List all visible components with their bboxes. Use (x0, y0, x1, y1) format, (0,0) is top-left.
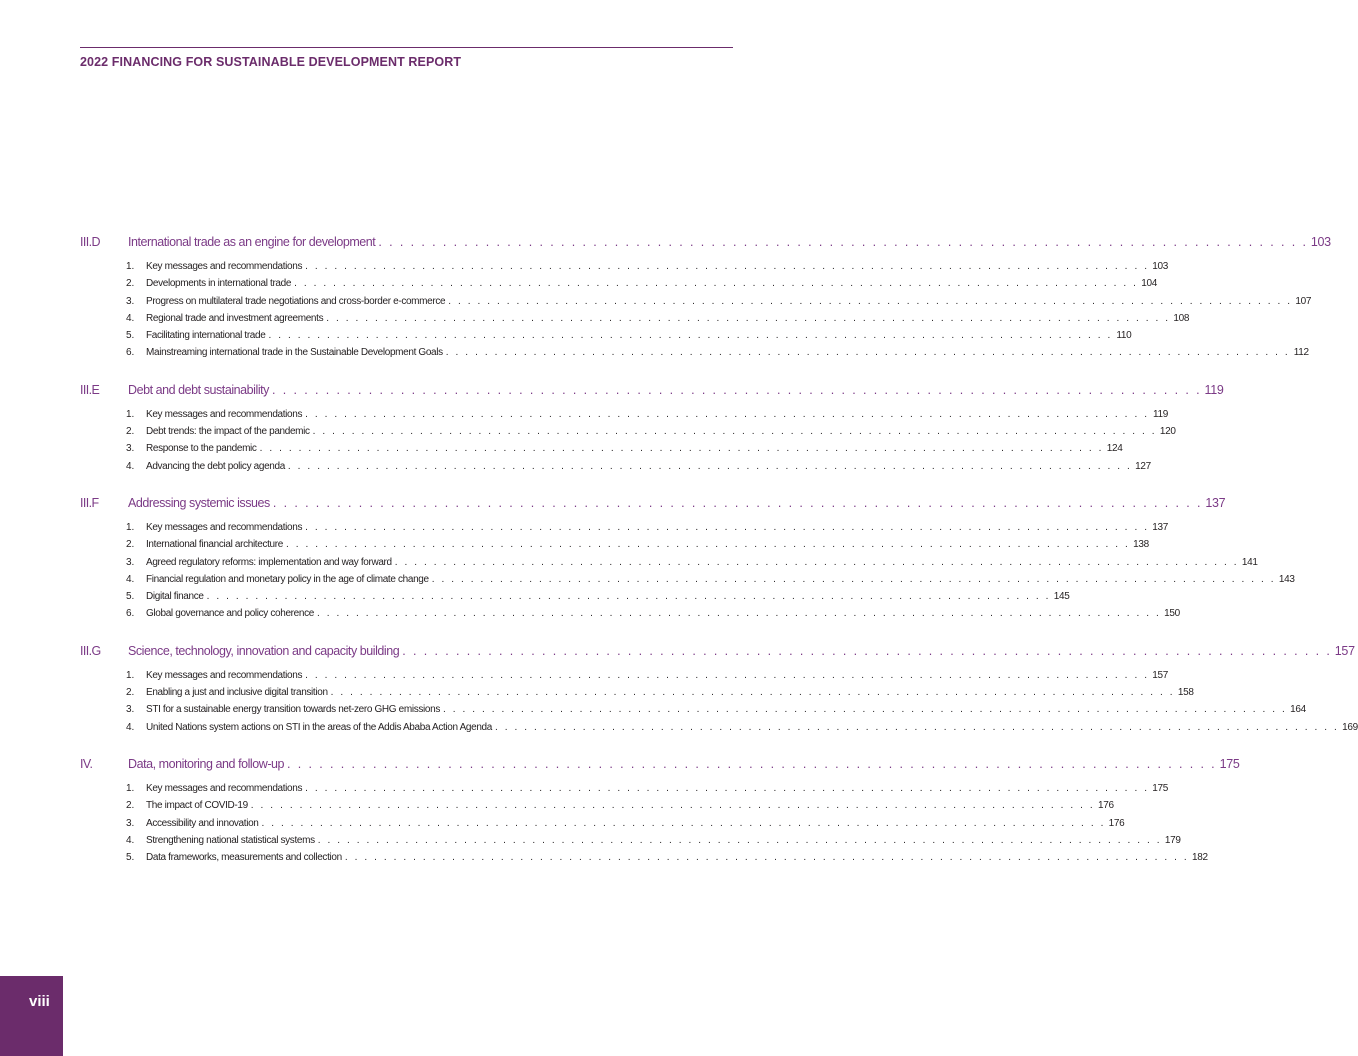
toc-subsection-list (80, 520, 1295, 624)
subsection-title: Agreed regulatory reforms: implementation and way forward (146, 556, 392, 568)
toc-subsection-list (80, 781, 1208, 867)
dot-leader: . . . . . . . . . . . . . . . . . . . . . . . . . . . . . . . . . . . . . . . . . . . . . . . . . . . . . . . . . . . . . . . . . . . . . . . . . . . . . . . . . . . . . . . (206, 591, 1051, 603)
subsection-number: 1. (126, 408, 135, 420)
toc-section (80, 755, 1240, 867)
toc-subsection-list (80, 668, 1358, 737)
subsection-title: Digital finance (146, 591, 204, 603)
subsection-number: 5. (126, 591, 135, 603)
toc-section-entry[interactable] (80, 642, 1355, 662)
toc-subsection-entry[interactable] (80, 572, 1295, 589)
dot-leader: . . . . . . . . . . . . . . . . . . . . . . . . . . . . . . . . . . . . . . . . . . . . . . . . . . . . . . . . . . . . . . . . . . . . . . . . . . . . . . . . . . . . . . . (250, 800, 1095, 812)
toc-subsection-entry[interactable] (80, 850, 1208, 867)
toc-subsection-entry[interactable] (80, 294, 1312, 311)
subsection-page-number: 137 (1152, 521, 1169, 533)
subsection-page-number: 141 (1241, 556, 1258, 568)
toc-subsection-entry[interactable] (80, 798, 1114, 815)
subsection-title: Key messages and recommendations (146, 408, 303, 420)
subsection-page-number: 124 (1106, 443, 1123, 455)
subsection-number: 5. (126, 852, 135, 864)
subsection-number: 2. (126, 278, 135, 290)
toc-subsection-entry[interactable] (80, 276, 1158, 293)
subsection-title: Key messages and recommendations (146, 521, 303, 533)
subsection-title: Enabling a just and inclusive digital transition (146, 687, 328, 699)
toc-subsection-entry[interactable] (80, 441, 1123, 458)
subsection-title: Key messages and recommendations (146, 261, 303, 272)
subsection-page-number: 127 (1135, 460, 1151, 472)
subsection-title: Accessibility and innovation (146, 817, 259, 829)
section-title: Science, technology, innovation and capacity building (128, 643, 400, 658)
subsection-title: Financial regulation and monetary policy in the age of climate change (146, 573, 429, 585)
toc-section (80, 642, 1358, 737)
subsection-number: 1. (126, 521, 135, 533)
dot-leader: . . . . . . . . . . . . . . . . . . . . . . . . . . . . . . . . . . . . . . . . . . . . . . . . . . . . . . . . . . . . . . . . . . . . . . . . . . . . . . . . . . . . . . . (378, 235, 1308, 249)
dot-leader: . . . . . . . . . . . . . . . . . . . . . . . . . . . . . . . . . . . . . . . . . . . . . . . . . . . . . . . . . . . . . . . . . . . . . . . . . . . . . . . . . . . . . . . (305, 408, 1150, 420)
dot-leader: . . . . . . . . . . . . . . . . . . . . . . . . . . . . . . . . . . . . . . . . . . . . . . . . . . . . . . . . . . . . . . . . . . . . . . . . . . . . . . . . . . . . . . . (326, 312, 1171, 324)
toc-subsection-entry[interactable] (80, 328, 1132, 345)
subsection-page-number: 150 (1164, 608, 1180, 620)
toc-subsection-entry[interactable] (80, 685, 1194, 702)
toc-section-entry[interactable] (80, 755, 1240, 775)
subsection-number: 6. (126, 347, 135, 359)
toc-section (80, 381, 1224, 476)
section-page-number: 137 (1205, 495, 1226, 510)
subsection-number: 3. (126, 556, 135, 568)
subsection-number: 2. (126, 800, 135, 812)
subsection-number: 2. (126, 687, 135, 699)
dot-leader: . . . . . . . . . . . . . . . . . . . . . . . . . . . . . . . . . . . . . . . . . . . . . . . . . . . . . . . . . . . . . . . . . . . . . . . . . . . . . . . . . . . . . . . (494, 721, 1339, 733)
section-page-number: 119 (1204, 382, 1224, 397)
subsection-page-number: 176 (1108, 817, 1125, 829)
dot-leader: . . . . . . . . . . . . . . . . . . . . . . . . . . . . . . . . . . . . . . . . . . . . . . . . . . . . . . . . . . . . . . . . . . . . . . . . . . . . . . . . . . . . . . . (287, 460, 1132, 472)
toc-subsection-entry[interactable] (80, 555, 1258, 572)
subsection-title: Facilitating international trade (146, 330, 266, 342)
subsection-number: 5. (126, 330, 135, 342)
toc-section (80, 233, 1331, 363)
subsection-page-number: 108 (1173, 312, 1190, 324)
dot-leader: . . . . . . . . . . . . . . . . . . . . . . . . . . . . . . . . . . . . . . . . . . . . . . . . . . . . . . . . . . . . . . . . . . . . . . . . . . . . . . . . . . . . . . . (285, 539, 1130, 551)
subsection-title: Strengthening national statistical systems (146, 834, 315, 846)
dot-leader: . . . . . . . . . . . . . . . . . . . . . . . . . . . . . . . . . . . . . . . . . . . . . . . . . . . . . . . . . . . . . . . . . . . . . . . . . . . . . . . . . . . . . . . (305, 782, 1150, 794)
subsection-page-number: 176 (1097, 800, 1114, 812)
toc-section-entry[interactable] (80, 233, 1331, 253)
dot-leader: . . . . . . . . . . . . . . . . . . . . . . . . . . . . . . . . . . . . . . . . . . . . . . . . . . . . . . . . . . . . . . . . . . . . . . . . . . . . . . . . . . . . . . . (344, 852, 1189, 864)
toc-section-entry[interactable] (80, 381, 1224, 401)
section-page-number: 103 (1310, 235, 1331, 249)
subsection-page-number: 145 (1053, 591, 1070, 603)
section-number: III.F (80, 495, 99, 510)
subsection-page-number: 175 (1152, 782, 1169, 794)
subsection-title: The impact of COVID-19 (146, 800, 248, 812)
toc-subsection-entry[interactable] (80, 520, 1169, 537)
section-page-number: 157 (1334, 643, 1355, 658)
toc-subsection-list (80, 259, 1312, 363)
subsection-page-number: 103 (1152, 261, 1169, 272)
subsection-title: Advancing the debt policy agenda (146, 460, 285, 472)
page-number-tab (0, 976, 63, 1056)
subsection-number: 3. (126, 704, 135, 716)
toc-subsection-entry[interactable] (80, 668, 1169, 685)
toc-subsection-entry[interactable] (80, 720, 1358, 737)
subsection-number: 3. (126, 295, 135, 307)
subsection-title: STI for a sustainable energy transition towards net-zero GHG emissions (146, 704, 440, 716)
toc-subsection-entry[interactable] (80, 606, 1180, 623)
dot-leader: . . . . . . . . . . . . . . . . . . . . . . . . . . . . . . . . . . . . . . . . . . . . . . . . . . . . . . . . . . . . . . . . . . . . . . . . . . . . . . . . . . . . . . . (402, 643, 1332, 658)
toc-subsection-entry[interactable] (80, 311, 1190, 328)
table-of-contents (80, 233, 1358, 885)
dot-leader: . . . . . . . . . . . . . . . . . . . . . . . . . . . . . . . . . . . . . . . . . . . . . . . . . . . . . . . . . . . . . . . . . . . . . . . . . . . . . . . . . . . . . . . (268, 330, 1113, 342)
subsection-number: 3. (126, 443, 135, 455)
subsection-page-number: 119 (1153, 408, 1169, 420)
dot-leader: . . . . . . . . . . . . . . . . . . . . . . . . . . . . . . . . . . . . . . . . . . . . . . . . . . . . . . . . . . . . . . . . . . . . . . . . . . . . . . . . . . . . . . . (316, 608, 1161, 620)
subsection-number: 1. (126, 782, 135, 794)
section-number: III.G (80, 643, 101, 658)
toc-subsection-entry[interactable] (80, 459, 1151, 476)
toc-subsection-entry[interactable] (80, 537, 1149, 554)
section-page-number: 175 (1219, 756, 1240, 771)
subsection-title: Mainstreaming international trade in the Sustainable Development Goals (146, 347, 443, 359)
subsection-title: International financial architecture (146, 539, 283, 551)
subsection-page-number: 164 (1290, 704, 1306, 716)
dot-leader: . . . . . . . . . . . . . . . . . . . . . . . . . . . . . . . . . . . . . . . . . . . . . . . . . . . . . . . . . . . . . . . . . . . . . . . . . . . . . . . . . . . . . . . (294, 278, 1139, 290)
dot-leader: . . . . . . . . . . . . . . . . . . . . . . . . . . . . . . . . . . . . . . . . . . . . . . . . . . . . . . . . . . . . . . . . . . . . . . . . . . . . . . . . . . . . . . . (445, 347, 1290, 359)
subsection-number: 3. (126, 817, 135, 829)
subsection-number: 2. (126, 426, 135, 438)
toc-subsection-entry[interactable] (80, 259, 1169, 276)
toc-section (80, 494, 1295, 624)
dot-leader: . . . . . . . . . . . . . . . . . . . . . . . . . . . . . . . . . . . . . . . . . . . . . . . . . . . . . . . . . . . . . . . . . . . . . . . . . . . . . . . . . . . . . . . (287, 756, 1217, 771)
toc-subsection-entry[interactable] (80, 345, 1309, 362)
dot-leader: . . . . . . . . . . . . . . . . . . . . . . . . . . . . . . . . . . . . . . . . . . . . . . . . . . . . . . . . . . . . . . . . . . . . . . . . . . . . . . . . . . . . . . . (448, 295, 1293, 307)
toc-subsection-entry[interactable] (80, 702, 1306, 719)
subsection-page-number: 158 (1177, 687, 1194, 699)
subsection-title: Developments in international trade (146, 278, 292, 290)
toc-section-entry[interactable] (80, 494, 1226, 514)
report-title: 2022 FINANCING FOR SUSTAINABLE DEVELOPMENT REPORT (80, 55, 462, 69)
subsection-title: Regional trade and investment agreements (146, 312, 324, 324)
dot-leader: . . . . . . . . . . . . . . . . . . . . . . . . . . . . . . . . . . . . . . . . . . . . . . . . . . . . . . . . . . . . . . . . . . . . . . . . . . . . . . . . . . . . . . . (271, 382, 1202, 397)
subsection-page-number: 110 (1116, 330, 1132, 342)
subsection-number: 6. (126, 608, 135, 620)
toc-subsection-list (80, 407, 1176, 476)
subsection-title: Progress on multilateral trade negotiations and cross-border e-commerce (146, 295, 446, 307)
dot-leader: . . . . . . . . . . . . . . . . . . . . . . . . . . . . . . . . . . . . . . . . . . . . . . . . . . . . . . . . . . . . . . . . . . . . . . . . . . . . . . . . . . . . . . . (305, 521, 1150, 533)
dot-leader: . . . . . . . . . . . . . . . . . . . . . . . . . . . . . . . . . . . . . . . . . . . . . . . . . . . . . . . . . . . . . . . . . . . . . . . . . . . . . . . . . . . . . . . (330, 687, 1175, 699)
subsection-page-number: 112 (1293, 347, 1309, 359)
subsection-page-number: 104 (1141, 278, 1158, 290)
subsection-number: 4. (126, 312, 135, 324)
dot-leader: . . . . . . . . . . . . . . . . . . . . . . . . . . . . . . . . . . . . . . . . . . . . . . . . . . . . . . . . . . . . . . . . . . . . . . . . . . . . . . . . . . . . . . . (305, 669, 1150, 681)
subsection-title: United Nations system actions on STI in the areas of the Addis Ababa Action Agenda (146, 721, 492, 733)
subsection-page-number: 120 (1159, 426, 1176, 438)
section-title: Addressing systemic issues (128, 495, 270, 510)
page-number: viii (29, 993, 50, 1010)
subsection-page-number: 143 (1278, 573, 1295, 585)
dot-leader: . . . . . . . . . . . . . . . . . . . . . . . . . . . . . . . . . . . . . . . . . . . . . . . . . . . . . . . . . . . . . . . . . . . . . . . . . . . . . . . . . . . . . . . (431, 573, 1276, 585)
dot-leader: . . . . . . . . . . . . . . . . . . . . . . . . . . . . . . . . . . . . . . . . . . . . . . . . . . . . . . . . . . . . . . . . . . . . . . . . . . . . . . . . . . . . . . . (312, 426, 1157, 438)
subsection-page-number: 138 (1133, 539, 1149, 551)
section-title: International trade as an engine for development (128, 235, 376, 249)
dot-leader: . . . . . . . . . . . . . . . . . . . . . . . . . . . . . . . . . . . . . . . . . . . . . . . . . . . . . . . . . . . . . . . . . . . . . . . . . . . . . . . . . . . . . . . (272, 495, 1203, 510)
subsection-number: 1. (126, 261, 135, 272)
subsection-page-number: 182 (1191, 852, 1208, 864)
subsection-number: 2. (126, 539, 135, 551)
subsection-number: 4. (126, 721, 135, 733)
dot-leader: . . . . . . . . . . . . . . . . . . . . . . . . . . . . . . . . . . . . . . . . . . . . . . . . . . . . . . . . . . . . . . . . . . . . . . . . . . . . . . . . . . . . . . . (259, 443, 1104, 455)
header-rule (80, 47, 733, 48)
toc-subsection-entry[interactable] (80, 781, 1169, 798)
section-title: Debt and debt sustainability (128, 382, 269, 397)
dot-leader: . . . . . . . . . . . . . . . . . . . . . . . . . . . . . . . . . . . . . . . . . . . . . . . . . . . . . . . . . . . . . . . . . . . . . . . . . . . . . . . . . . . . . . . (261, 817, 1106, 829)
section-title: Data, monitoring and follow-up (128, 756, 285, 771)
subsection-title: Debt trends: the impact of the pandemic (146, 426, 310, 438)
subsection-page-number: 107 (1295, 295, 1312, 307)
toc-subsection-entry[interactable] (80, 833, 1181, 850)
subsection-number: 4. (126, 460, 135, 472)
subsection-page-number: 179 (1164, 834, 1181, 846)
subsection-title: Response to the pandemic (146, 443, 257, 455)
subsection-title: Key messages and recommendations (146, 669, 303, 681)
dot-leader: . . . . . . . . . . . . . . . . . . . . . . . . . . . . . . . . . . . . . . . . . . . . . . . . . . . . . . . . . . . . . . . . . . . . . . . . . . . . . . . . . . . . . . . (442, 704, 1287, 716)
dot-leader: . . . . . . . . . . . . . . . . . . . . . . . . . . . . . . . . . . . . . . . . . . . . . . . . . . . . . . . . . . . . . . . . . . . . . . . . . . . . . . . . . . . . . . . (317, 834, 1162, 846)
section-number: III.D (80, 235, 100, 249)
subsection-title: Key messages and recommendations (146, 782, 303, 794)
subsection-number: 1. (126, 669, 135, 681)
dot-leader: . . . . . . . . . . . . . . . . . . . . . . . . . . . . . . . . . . . . . . . . . . . . . . . . . . . . . . . . . . . . . . . . . . . . . . . . . . . . . . . . . . . . . . . (305, 261, 1150, 272)
subsection-page-number: 157 (1152, 669, 1169, 681)
subsection-title: Global governance and policy coherence (146, 608, 314, 620)
section-number: IV. (80, 756, 93, 771)
toc-subsection-entry[interactable] (80, 424, 1176, 441)
subsection-number: 4. (126, 573, 135, 585)
section-number: III.E (80, 382, 100, 397)
subsection-title: Data frameworks, measurements and collection (146, 852, 342, 864)
subsection-page-number: 169 (1342, 721, 1358, 733)
toc-subsection-entry[interactable] (80, 816, 1125, 833)
toc-subsection-entry[interactable] (80, 589, 1070, 606)
dot-leader: . . . . . . . . . . . . . . . . . . . . . . . . . . . . . . . . . . . . . . . . . . . . . . . . . . . . . . . . . . . . . . . . . . . . . . . . . . . . . . . . . . . . . . . (394, 556, 1239, 568)
subsection-number: 4. (126, 834, 135, 846)
toc-subsection-entry[interactable] (80, 407, 1169, 424)
